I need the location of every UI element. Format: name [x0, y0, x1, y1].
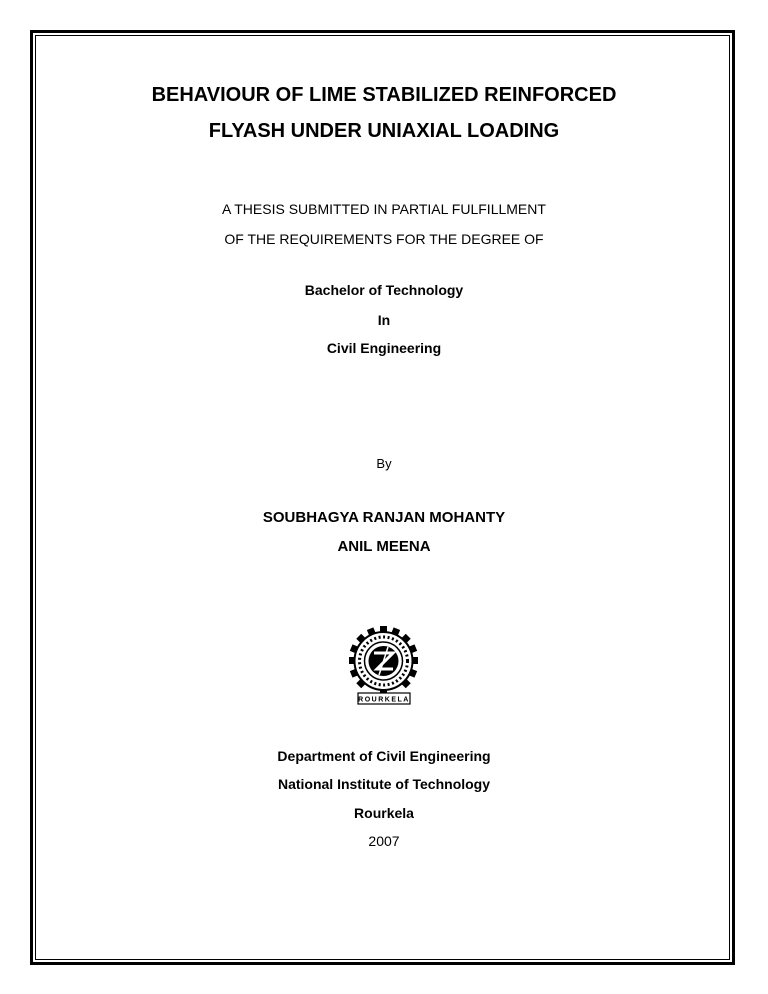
degree-field: Civil Engineering — [326, 340, 442, 356]
institution-name: National Institute of Technology — [277, 776, 491, 792]
by-label: By — [376, 456, 392, 471]
thesis-year: 2007 — [368, 833, 400, 849]
institution-city: Rourkela — [354, 805, 414, 821]
page-border-inner — [35, 35, 730, 960]
degree-in: In — [377, 312, 391, 328]
thesis-title-line-2: FLYASH UNDER UNIAXIAL LOADING — [208, 120, 560, 142]
department-name: Department of Civil Engineering — [277, 748, 491, 764]
degree-name: Bachelor of Technology — [304, 282, 464, 298]
author-1: SOUBHAGYA RANJAN MOHANTY — [262, 509, 506, 526]
nit-rourkela-emblem-icon — [341, 625, 425, 707]
logo-banner-text: ROURKELA — [358, 696, 410, 704]
author-2: ANIL MEENA — [337, 538, 431, 555]
submission-statement-line-2: OF THE REQUIREMENTS FOR THE DEGREE OF — [224, 231, 544, 247]
thesis-title-line-1: BEHAVIOUR OF LIME STABILIZED REINFORCED — [151, 84, 617, 106]
submission-statement-line-1: A THESIS SUBMITTED IN PARTIAL FULFILLMENT — [222, 201, 546, 217]
